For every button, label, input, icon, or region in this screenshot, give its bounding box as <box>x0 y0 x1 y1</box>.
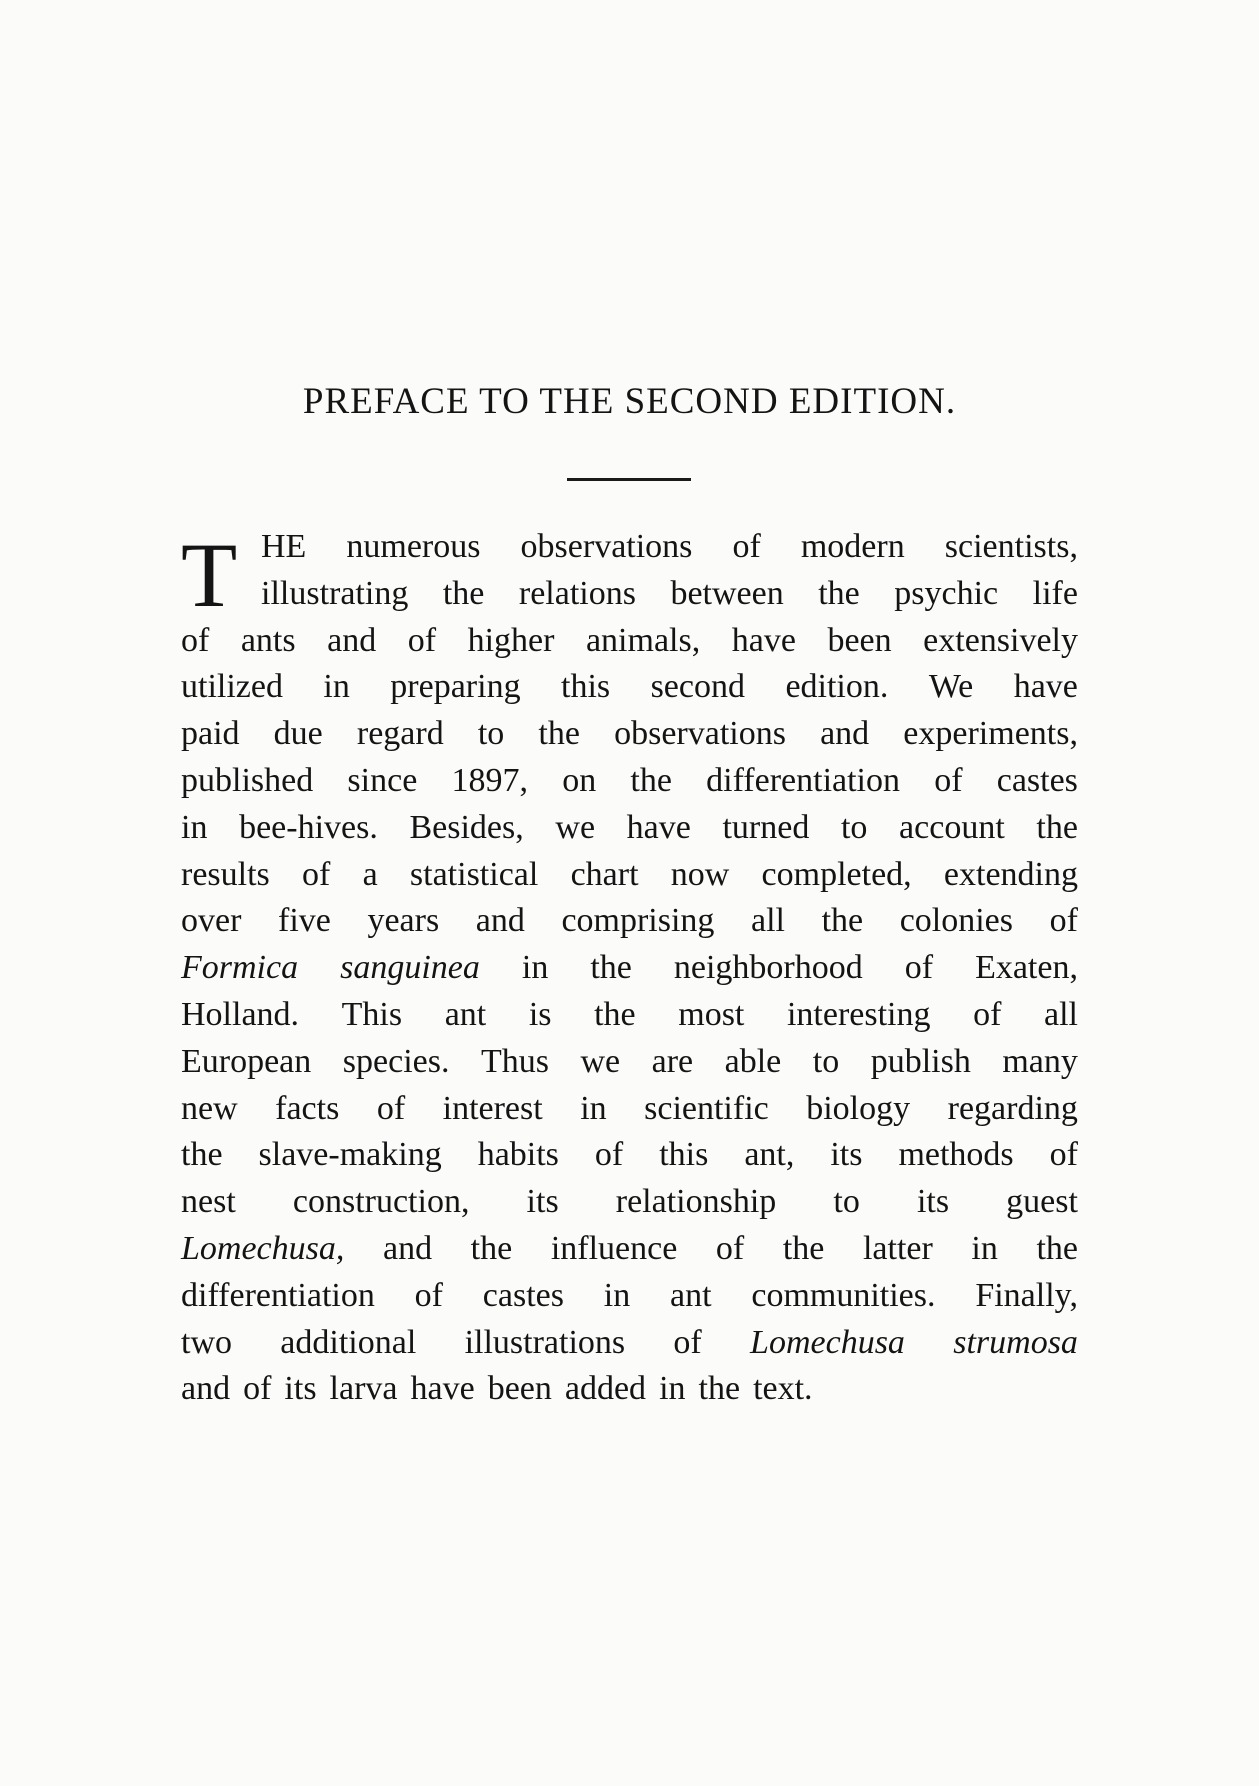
word: European <box>181 1042 312 1080</box>
word: we <box>580 1042 621 1080</box>
text-line <box>181 664 1078 711</box>
word: of <box>376 1089 406 1127</box>
text-line <box>181 711 1078 758</box>
word: HE <box>261 528 307 565</box>
word: chart <box>570 855 639 893</box>
word: of <box>414 1276 443 1314</box>
word: between <box>670 574 784 612</box>
word: of <box>973 995 1002 1033</box>
word: the <box>1036 808 1078 846</box>
text-line <box>181 1179 1078 1226</box>
text-line <box>181 1366 1078 1413</box>
word: methods <box>898 1136 1014 1174</box>
word: regarding <box>947 1089 1078 1127</box>
word: ants <box>240 621 296 659</box>
word: scientists, <box>944 528 1078 565</box>
word: edition. <box>785 668 889 706</box>
word: Thus <box>480 1042 549 1080</box>
word: and <box>382 1229 433 1267</box>
word: influence <box>550 1229 678 1267</box>
word: numerous <box>346 528 481 565</box>
word: relationship <box>615 1183 777 1221</box>
word: completed, <box>761 855 912 893</box>
word: habits <box>477 1136 559 1174</box>
word: ant, <box>744 1136 795 1174</box>
word: interest <box>442 1089 543 1127</box>
word: slave-making <box>258 1136 442 1174</box>
word: are <box>651 1042 694 1080</box>
word: higher <box>467 621 555 659</box>
text-line <box>181 1226 1078 1273</box>
word: on <box>562 761 597 799</box>
word: publish <box>870 1042 971 1080</box>
word: of <box>243 1370 272 1408</box>
text-line <box>181 1039 1078 1086</box>
word: have <box>410 1370 475 1408</box>
word: all <box>751 902 785 940</box>
word: in <box>659 1370 686 1408</box>
text-line <box>181 898 1078 945</box>
word: scientific <box>644 1089 769 1127</box>
word: modern <box>800 528 905 565</box>
word: larva <box>329 1370 398 1408</box>
word: its <box>526 1183 559 1221</box>
word: communities. <box>751 1276 936 1314</box>
text-line <box>181 1273 1078 1320</box>
text-line <box>181 945 1078 992</box>
word: of <box>1049 1136 1078 1174</box>
word: of <box>934 761 963 799</box>
word: colonies <box>899 902 1013 940</box>
word: relations <box>518 574 636 612</box>
word: results <box>181 855 270 893</box>
word: of <box>1049 902 1078 940</box>
word: been <box>487 1370 552 1408</box>
word: strumosa <box>953 1323 1078 1361</box>
text-line <box>181 618 1078 665</box>
word: to <box>477 715 505 753</box>
word: extensively <box>923 621 1078 659</box>
word: is <box>528 995 552 1033</box>
word: over <box>181 902 242 940</box>
word: the <box>1036 1229 1078 1267</box>
title-divider <box>567 478 691 481</box>
word: in <box>971 1229 998 1267</box>
word: to <box>812 1042 840 1080</box>
word: regard <box>356 715 444 753</box>
word: in <box>603 1276 631 1314</box>
word: been <box>827 621 892 659</box>
word: illustrating <box>261 574 409 612</box>
word: and <box>820 715 870 753</box>
word: have <box>626 808 691 846</box>
word: to <box>833 1183 860 1221</box>
word: castes <box>996 761 1078 799</box>
word: of <box>594 1136 624 1174</box>
word: of <box>302 855 331 893</box>
word: added <box>564 1370 647 1408</box>
word: of <box>904 949 934 987</box>
word: latter <box>862 1229 933 1267</box>
word: sanguinea <box>340 949 480 987</box>
word: illustrations <box>464 1323 626 1361</box>
preface-body <box>181 524 1078 1413</box>
word: a <box>362 855 378 893</box>
word: new <box>181 1089 238 1127</box>
word: second <box>650 668 745 706</box>
word: of <box>732 528 761 565</box>
word: life <box>1032 574 1078 612</box>
word: its <box>916 1183 950 1221</box>
word: and <box>475 902 525 940</box>
word: the <box>698 1370 741 1408</box>
word: the <box>818 574 860 612</box>
word: the <box>538 715 580 753</box>
word: species. <box>342 1042 450 1080</box>
word: many <box>1002 1042 1078 1080</box>
word: of <box>407 621 437 659</box>
word: Lomechusa <box>750 1323 905 1361</box>
word: 1897, <box>451 761 528 799</box>
word: in <box>580 1089 607 1127</box>
word: We <box>928 668 974 706</box>
text-line <box>181 1132 1078 1179</box>
word: observations <box>614 715 786 753</box>
word: text. <box>753 1370 813 1408</box>
word: additional <box>280 1323 417 1361</box>
word: the <box>470 1229 513 1267</box>
word: published <box>181 761 314 799</box>
word: the <box>782 1229 825 1267</box>
word: have <box>1013 668 1078 706</box>
word: in <box>181 808 208 846</box>
word: bee-hives. <box>239 808 378 846</box>
drop-cap: T <box>181 524 238 626</box>
word: in <box>323 668 350 706</box>
word: animals, <box>585 621 701 659</box>
word: have <box>731 621 796 659</box>
word: of <box>673 1323 702 1361</box>
word: experiments, <box>903 715 1078 753</box>
word: Besides, <box>409 808 524 846</box>
word: extending <box>943 855 1078 893</box>
word: paid <box>181 715 240 753</box>
word: statistical <box>409 855 539 893</box>
word: years <box>367 902 440 940</box>
word: the <box>181 1136 223 1174</box>
word: of <box>181 621 210 659</box>
word: five <box>278 902 331 940</box>
word: Finally, <box>975 1276 1078 1314</box>
word: psychic <box>894 574 999 612</box>
word: neighborhood <box>673 949 863 987</box>
word: This <box>341 995 403 1033</box>
text-line <box>181 805 1078 852</box>
word: differentiation <box>181 1276 375 1314</box>
text-line <box>181 992 1078 1039</box>
word: Holland. <box>181 995 300 1033</box>
word: construction, <box>292 1183 470 1221</box>
word: in <box>521 949 549 987</box>
word: facts <box>275 1089 340 1127</box>
word: nest <box>181 1183 236 1221</box>
word: its <box>830 1136 863 1174</box>
text-line <box>181 1086 1078 1133</box>
word: of <box>715 1229 745 1267</box>
text-line <box>181 524 1078 571</box>
text-line <box>181 758 1078 805</box>
word: most <box>678 995 745 1033</box>
word: the <box>590 949 632 987</box>
word: castes <box>482 1276 564 1314</box>
text-line <box>181 571 1078 618</box>
word: and <box>181 1370 231 1408</box>
text-line <box>181 852 1078 899</box>
word: this <box>659 1136 709 1174</box>
word: this <box>561 668 611 706</box>
word: differentiation <box>706 761 900 799</box>
word: the <box>630 761 672 799</box>
word: interesting <box>786 995 931 1033</box>
word: utilized <box>181 668 283 706</box>
word: the <box>594 995 636 1033</box>
word: observations <box>520 528 693 565</box>
word: all <box>1044 995 1078 1033</box>
word: Lomechusa, <box>181 1229 345 1267</box>
word: biology <box>806 1089 911 1127</box>
word: due <box>273 715 323 753</box>
word: now <box>670 855 730 893</box>
word: Formica <box>181 949 299 987</box>
word: ant <box>670 1276 712 1314</box>
word: the <box>821 902 864 940</box>
word: two <box>181 1323 232 1361</box>
word: guest <box>1006 1183 1078 1221</box>
word: turned <box>722 808 810 846</box>
word: to <box>840 808 868 846</box>
word: comprising <box>561 902 715 940</box>
word: since <box>347 761 418 799</box>
word: its <box>284 1370 317 1408</box>
word: ant <box>444 995 487 1033</box>
word: we <box>555 808 596 846</box>
page-title: PREFACE TO THE SECOND EDITION. <box>302 381 957 422</box>
word: Exaten, <box>975 949 1078 987</box>
word: account <box>899 808 1005 846</box>
word: able <box>724 1042 782 1080</box>
word: preparing <box>390 668 521 706</box>
word: the <box>442 574 485 612</box>
word: and <box>327 621 377 659</box>
text-line <box>181 1320 1078 1367</box>
